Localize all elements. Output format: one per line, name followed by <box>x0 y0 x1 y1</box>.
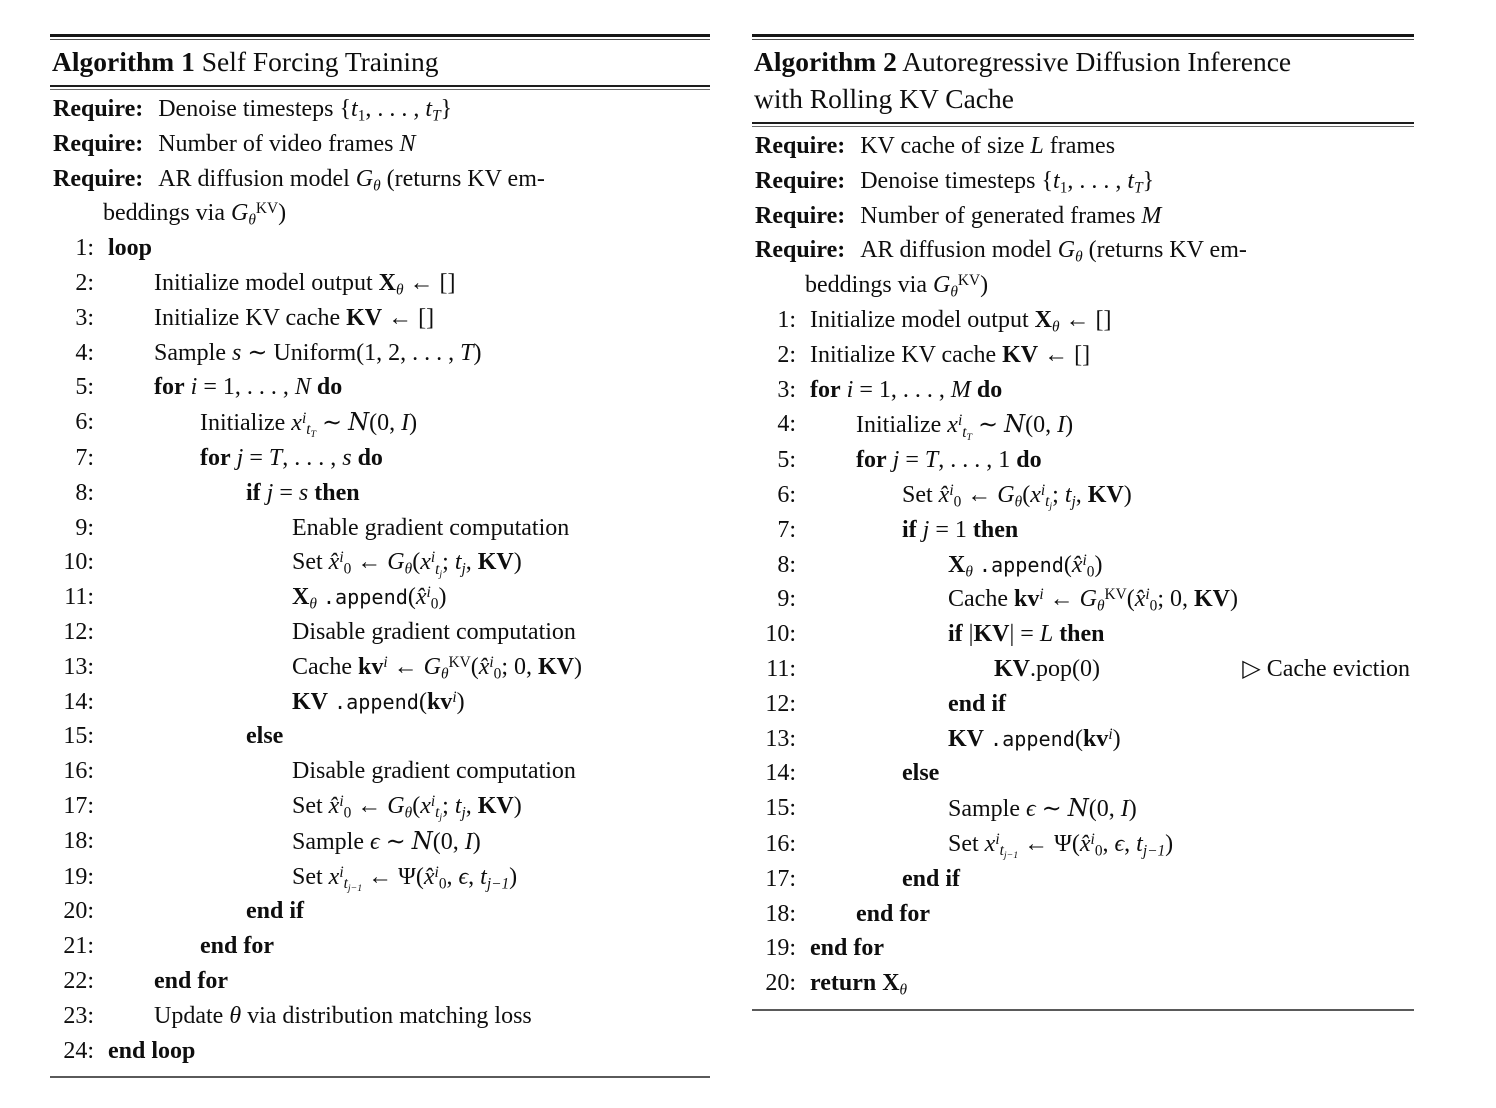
line-number: 1: <box>75 235 94 262</box>
line-content: Set $x^i_{t_{j-1}}$ ← Ψ(x̂$^i_0$, ϵ, $t_{j-1}$) <box>948 830 1174 861</box>
algorithm-line <box>752 827 1414 862</box>
line-content: Cache $kv^i$ ← $G_\theta^{KV}(x̂^i_0$; 0, KV) <box>292 653 582 683</box>
line-content: Sample ϵ ∼ N(0, I) <box>292 826 481 855</box>
algorithm-line <box>752 303 1414 338</box>
line-content: Sample ϵ ∼ N(0, I) <box>948 794 1137 823</box>
line-number: 4: <box>777 411 796 438</box>
line-number: 20: <box>63 898 94 925</box>
algorithm-line <box>752 931 1414 966</box>
line-number: 22: <box>63 967 94 994</box>
line-number: 17: <box>765 865 796 892</box>
algorithm-line <box>50 511 710 546</box>
line-number: 21: <box>63 933 94 960</box>
line-content: for i = 1, . . . , N do <box>154 374 343 401</box>
line-number: 8: <box>777 551 796 578</box>
algorithm-line <box>50 545 710 580</box>
require-line <box>50 92 710 127</box>
algorithm-2-bottom-rule <box>752 1009 1414 1011</box>
algorithm-line <box>752 407 1414 443</box>
algorithm-line <box>50 476 710 511</box>
line-number: 7: <box>75 444 94 471</box>
line-content: $X_\theta$ .append(x̂$^i_0$) <box>292 584 447 613</box>
algorithm-2-title-rule <box>752 122 1414 127</box>
line-number: 3: <box>75 304 94 331</box>
line-content: Update θ via distribution matching loss <box>154 1002 532 1029</box>
line-number: 20: <box>765 970 796 997</box>
line-number: 23: <box>63 1002 94 1029</box>
algorithm-line <box>752 582 1414 617</box>
line-content: KV.pop(0) <box>994 655 1100 682</box>
require-keyword: Require: <box>53 165 144 192</box>
algorithm-line <box>50 719 710 754</box>
line-number: 2: <box>75 269 94 296</box>
algorithm-line <box>752 652 1414 687</box>
algorithm-line <box>50 754 710 789</box>
require-text: beddings via $G_\theta^{KV}$) <box>805 272 989 301</box>
algorithm-line <box>50 615 710 650</box>
line-number: 9: <box>777 586 796 613</box>
line-number: 9: <box>75 514 94 541</box>
line-content: end if <box>948 690 1007 717</box>
require-line <box>752 233 1414 268</box>
algorithm-line <box>50 894 710 929</box>
line-number: 14: <box>765 760 796 787</box>
algorithm-line <box>752 443 1414 478</box>
line-number: 24: <box>63 1037 94 1064</box>
require-keyword: Require: <box>755 237 846 264</box>
require-line <box>752 199 1414 234</box>
require-line <box>752 129 1414 164</box>
line-content: Initialize KV cache KV ← [] <box>154 304 435 331</box>
line-comment: ▷ Cache eviction <box>1242 655 1410 682</box>
algorithm-line <box>50 1034 710 1069</box>
line-content: Set $x^i_{t_{j-1}}$ ← Ψ(x̂$^i_0$, ϵ, $t_{j-1}$) <box>292 863 518 894</box>
line-number: 16: <box>63 758 94 785</box>
algorithm-line <box>752 548 1414 583</box>
line-content: Enable gradient computation <box>292 514 570 541</box>
line-content: end for <box>154 967 228 994</box>
algorithm-line <box>50 929 710 964</box>
line-number: 12: <box>765 690 796 717</box>
algorithm-line <box>752 687 1414 722</box>
algorithm-line <box>752 338 1414 373</box>
line-number: 5: <box>75 374 94 401</box>
algorithm-line <box>752 756 1414 791</box>
line-content: KV $.append(kv^i)$ <box>292 688 465 715</box>
algorithm-line <box>50 370 710 405</box>
line-content: Cache $kv^i$ ← $G_\theta^{KV}(x̂^i_0$; 0, KV) <box>948 586 1238 615</box>
line-number: 6: <box>777 481 796 508</box>
line-content: Initialize $x^i_{t_T}$ ∼ N(0, I) <box>200 408 418 441</box>
algorithm-line <box>50 650 710 685</box>
line-content: Disable gradient computation <box>292 618 576 645</box>
algorithm-line <box>752 478 1414 513</box>
line-number: 2: <box>777 341 796 368</box>
algorithm-2-requires-block <box>752 129 1414 303</box>
algorithm-line <box>50 824 710 860</box>
require-text: AR diffusion model $G_\theta$ (returns KV em- <box>860 237 1247 266</box>
line-content: end for <box>810 935 884 962</box>
algorithm-2-title: Algorithm 2 Autoregressive Diffusion Inference with Rolling KV Cache <box>754 46 1292 114</box>
line-number: 14: <box>63 688 94 715</box>
algorithm-line <box>752 617 1414 652</box>
line-content: Initialize model output $X_\theta$ ← [] <box>810 306 1112 336</box>
line-content: for i = 1, . . . , M do <box>810 376 1003 403</box>
line-number: 8: <box>75 479 94 506</box>
algorithm-1-title-rule <box>50 85 710 90</box>
algorithm-line <box>50 405 710 441</box>
require-keyword: Require: <box>53 96 144 122</box>
algorithm-line <box>50 336 710 371</box>
algorithm-line <box>752 791 1414 827</box>
line-number: 6: <box>75 409 94 436</box>
line-number: 15: <box>765 795 796 822</box>
line-content: Set x̂$^i_0$ ← $G_\theta(x^i_{t_j}$; $t_j$, KV) <box>902 481 1132 513</box>
line-content: end for <box>856 900 930 927</box>
algorithm-line <box>50 860 710 895</box>
require-text: Number of generated frames M <box>860 202 1162 229</box>
algorithm-line <box>50 266 710 301</box>
line-content: else <box>246 723 284 750</box>
algorithm-line <box>50 301 710 336</box>
line-number: 18: <box>765 900 796 927</box>
line-number: 13: <box>765 725 796 752</box>
line-content: KV $.append(kv^i)$ <box>948 725 1121 752</box>
require-keyword: Require: <box>755 133 846 159</box>
require-line <box>50 162 710 197</box>
line-number: 7: <box>777 516 796 543</box>
line-content: if |KV| = L then <box>948 621 1105 648</box>
line-number: 11: <box>766 655 796 682</box>
line-content: loop <box>108 235 153 262</box>
algorithm-line <box>50 580 710 615</box>
line-content: $X_\theta$ .append(x̂$^i_0$) <box>948 551 1103 580</box>
require-line <box>752 164 1414 199</box>
require-keyword: Require: <box>755 202 846 229</box>
line-content: Initialize model output $X_\theta$ ← [] <box>154 269 456 299</box>
line-content: if j = 1 then <box>902 516 1019 543</box>
line-content: return $X_\theta$ <box>810 970 908 999</box>
line-number: 10: <box>765 621 796 648</box>
algorithm-line <box>50 999 710 1034</box>
line-number: 5: <box>777 447 796 474</box>
algorithm-line <box>50 964 710 999</box>
line-number: 18: <box>63 827 94 854</box>
require-text: beddings via $G_\theta^{KV}$) <box>103 200 287 229</box>
line-number: 16: <box>765 830 796 857</box>
line-content: Disable gradient computation <box>292 758 576 785</box>
line-content: Initialize $x^i_{t_T}$ ∼ N(0, I) <box>856 410 1074 443</box>
algorithm-line <box>752 862 1414 897</box>
line-number: 19: <box>765 935 796 962</box>
algorithm-1-title: Algorithm 1 Self Forcing Training <box>52 46 439 77</box>
line-number: 3: <box>777 376 796 403</box>
algorithm-line <box>752 966 1414 1001</box>
line-number: 1: <box>777 306 796 333</box>
line-content: Set x̂$^i_0$ ← $G_\theta(x^i_{t_j}$; $t_j$, KV) <box>292 549 522 580</box>
require-text: Denoise timesteps {$t_1$, . . . , $t_T$} <box>158 96 453 125</box>
require-line <box>50 127 710 162</box>
algorithm-line <box>752 373 1414 408</box>
require-continuation-line <box>752 268 1414 303</box>
require-text: Number of video frames N <box>158 130 416 157</box>
require-keyword: Require: <box>755 167 846 194</box>
algorithm-line <box>50 685 710 720</box>
line-number: 10: <box>63 549 94 576</box>
line-content: end if <box>246 898 305 925</box>
line-number: 19: <box>63 863 94 890</box>
algorithm-1-bottom-rule <box>50 1076 710 1078</box>
algorithm-line <box>752 722 1414 757</box>
line-content: end if <box>902 865 961 892</box>
algorithm-line <box>752 513 1414 548</box>
algorithm-line <box>50 231 710 266</box>
algorithm-line <box>752 897 1414 932</box>
line-number: 4: <box>75 339 94 366</box>
line-number: 13: <box>63 653 94 680</box>
require-text: AR diffusion model $G_\theta$ (returns KV em- <box>158 165 545 194</box>
algorithm-1-requires-block <box>50 92 710 231</box>
line-content: end loop <box>108 1037 196 1064</box>
line-content: if j = s then <box>246 479 360 506</box>
require-text: KV cache of size L frames <box>860 133 1116 159</box>
line-content: else <box>902 760 940 787</box>
line-number: 12: <box>63 618 94 645</box>
algorithm-line <box>50 789 710 824</box>
line-content: for j = T, . . . , 1 do <box>856 447 1042 474</box>
line-content: Set x̂$^i_0$ ← $G_\theta(x^i_{t_j}$; $t_j$, KV) <box>292 792 522 823</box>
algorithm-2-lines-block <box>752 303 1414 1001</box>
line-content: Sample s ∼ Uniform(1, 2, . . . , T) <box>154 339 482 366</box>
line-number: 15: <box>63 723 94 750</box>
algorithm-1-lines-block <box>50 231 710 1068</box>
require-keyword: Require: <box>53 130 144 157</box>
line-number: 11: <box>64 584 94 611</box>
algorithm-line <box>50 441 710 476</box>
line-number: 17: <box>63 792 94 819</box>
line-content: Initialize KV cache KV ← [] <box>810 341 1091 368</box>
require-text: Denoise timesteps {$t_1$, . . . , $t_T$} <box>860 167 1155 197</box>
line-content: for j = T, . . . , s do <box>200 444 383 471</box>
algorithm-2-panel <box>752 34 1414 1011</box>
line-content: end for <box>200 933 274 960</box>
require-continuation-line <box>50 196 710 231</box>
algorithm-1-panel <box>50 34 710 1078</box>
